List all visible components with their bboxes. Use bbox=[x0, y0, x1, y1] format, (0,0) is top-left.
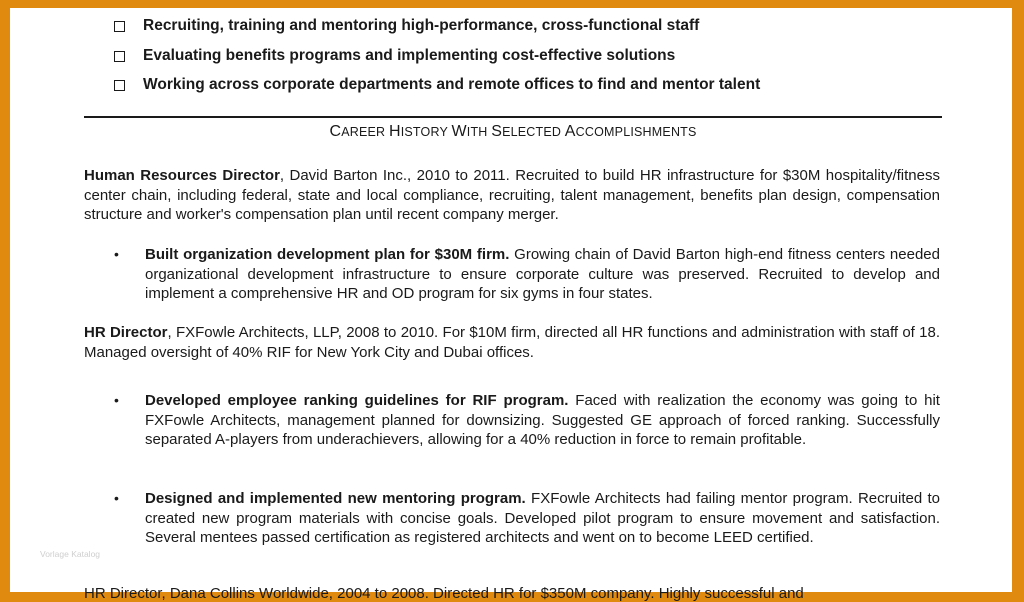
title-rest: ITH bbox=[466, 125, 492, 139]
title-rest: CCOMPLISHMENTS bbox=[575, 125, 697, 139]
bullet-text bbox=[145, 489, 940, 548]
job-details: , David Barton Inc., 2010 to 2011. Recruited to build HR infrastructure for $30M hospitality/fitness center chain, including federal, state and local compliance, recruiting, talent management, benefits plan design, compensation structure and worker's compensation plan until recent company merger. bbox=[84, 167, 940, 223]
checklist-item-text: Recruiting, training and mentoring high-performance, cross-functional staff bbox=[143, 17, 700, 34]
section-title bbox=[84, 123, 942, 141]
summary-checklist bbox=[114, 17, 760, 106]
bullet-body: FXFowle Architects had failing mentor program. Recruited to created new program materials with concise goals. Developed pilot program to ensure movement and satisfaction. Several mentees passed certification as registered architects and went on to become LEED certified. bbox=[145, 490, 940, 546]
title-rest: ELECTED bbox=[502, 125, 565, 139]
title-cap: S bbox=[491, 123, 503, 140]
bullet-icon: • bbox=[114, 490, 119, 506]
checklist-item bbox=[114, 17, 760, 47]
job-details: , FXFowle Architects, LLP, 2008 to 2010. For $10M firm, directed all HR functions and administration with staff of 18. Managed oversight of 40% RIF for New York City and Dubai offices. bbox=[84, 324, 940, 361]
title-rest: ISTORY bbox=[400, 125, 452, 139]
checkbox-icon bbox=[114, 80, 125, 91]
title-cap: H bbox=[388, 123, 401, 140]
watermark: Vorlage Katalog bbox=[40, 549, 101, 559]
title-rest: AREER bbox=[341, 125, 389, 139]
checklist-item-text: Working across corporate departments and remote offices to find and mentor talent bbox=[143, 76, 761, 93]
bullet-body: Faced with realization the economy was going to hit FXFowle Architects, management planned for downsizing. Suggested GE approach of forced ranking. Successfully separated A-players from underachievers, allowing for a 40% reduction in force to remain profitable. bbox=[145, 392, 940, 448]
bullet-body: Growing chain of David Barton high-end fitness centers needed organizational development infrastructure to ensure corporate culture was preserved. Recruited to develop and implement a comprehensive HR and OD program for six gyms in four states. bbox=[145, 246, 940, 302]
job-role: HR Director bbox=[84, 324, 168, 341]
checkbox-icon bbox=[114, 51, 125, 62]
bullet-lead: Built organization development plan for $30M firm. bbox=[145, 246, 510, 263]
checklist-item bbox=[114, 47, 760, 77]
bullet-icon: • bbox=[114, 246, 119, 262]
bullet-lead: Developed employee ranking guidelines for RIF program. bbox=[145, 392, 569, 409]
job-role: Human Resources Director bbox=[84, 167, 280, 184]
section-divider bbox=[84, 116, 942, 118]
resume-page bbox=[10, 8, 1012, 602]
bullet-lead: Designed and implemented new mentoring program. bbox=[145, 490, 526, 507]
job-entry bbox=[84, 166, 940, 225]
title-cap: C bbox=[329, 123, 342, 140]
title-cap: W bbox=[451, 123, 467, 140]
truncated-line: HR Director, Dana Collins Worldwide, 2004 to 2008. Directed HR for $350M company. Highly successful and bbox=[84, 585, 804, 602]
checkbox-icon bbox=[114, 21, 125, 32]
bullet-icon: • bbox=[114, 392, 119, 408]
checklist-item bbox=[114, 76, 760, 106]
bullet-text bbox=[145, 391, 940, 450]
title-cap: A bbox=[564, 123, 576, 140]
checklist-item-text: Evaluating benefits programs and implementing cost-effective solutions bbox=[143, 46, 676, 64]
bullet-text bbox=[145, 245, 940, 304]
job-entry bbox=[84, 323, 940, 362]
